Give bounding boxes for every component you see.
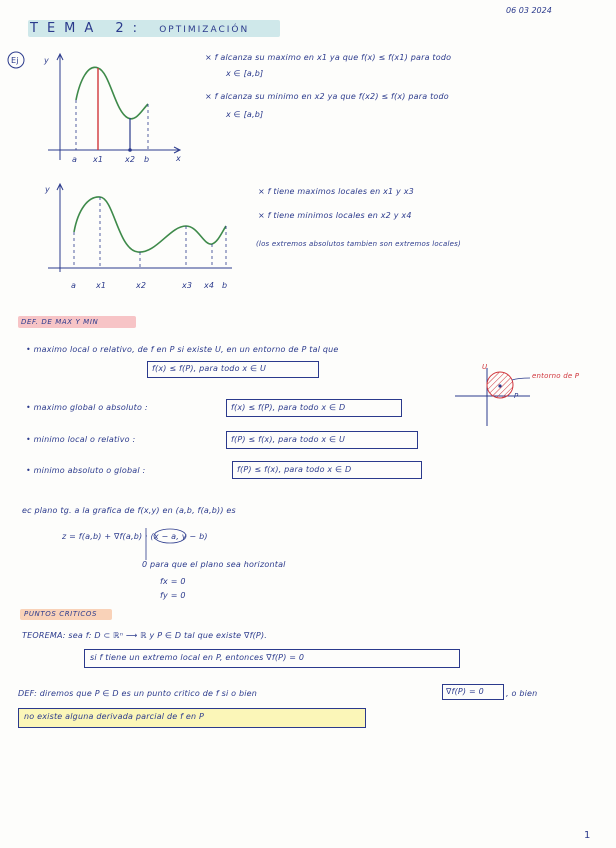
note-max-line2: x ∈ [a,b]: [226, 69, 264, 78]
def-critical-no-partial: no existe alguna derivada parcial de f en P: [24, 712, 205, 721]
graph1-curve: [76, 67, 148, 118]
graph2-tick-b: b: [222, 281, 228, 290]
graph2-tick-x2: x2: [136, 281, 147, 290]
tangent-fy: fy = 0: [160, 591, 186, 600]
def-global-min-formula: f(P) ≤ f(x), para todo x ∈ D: [237, 465, 352, 474]
graph2-y-label: y: [45, 185, 50, 194]
note-min-line1: × f alcanza su minimo en x2 ya que f(x2) ≤ f(x) para todo: [205, 92, 449, 101]
graph2-tick-x3: x3: [182, 281, 193, 290]
tangent-horizontal-note: 0 para que el plano sea horizontal: [142, 560, 286, 569]
def-global-min-text: • minimo absoluto o global :: [26, 466, 146, 475]
def-critical-grad: ∇f(P) = 0: [446, 687, 484, 696]
graph2-tick-a: a: [71, 281, 77, 290]
sketch-label-u: U: [482, 363, 488, 371]
tangent-fx: fx = 0: [160, 577, 186, 586]
ej-label: Ej: [11, 56, 19, 65]
def-local-max-formula: f(x) ≤ f(P), para todo x ∈ U: [152, 364, 267, 373]
graph1-y-label: y: [44, 56, 49, 65]
graph1-tick-a: a: [72, 155, 78, 164]
def-critical-or: , o bien: [506, 689, 538, 698]
theorem-line: TEOREMA: sea f: D ⊂ ℝⁿ ⟶ ℝ y P ∈ D tal que existe ∇f(P).: [22, 631, 268, 640]
sketch-label-entorno: entorno de P: [532, 372, 580, 380]
def-local-min-formula: f(P) ≤ f(x), para todo x ∈ U: [231, 435, 346, 444]
def-global-max-formula: f(x) ≤ f(P), para todo x ∈ D: [231, 403, 346, 412]
tangent-line1: ec plano tg. a la grafica de f(x,y) en (a,b, f(a,b)) es: [22, 506, 236, 515]
graph1-tick-x2: x2: [125, 155, 136, 164]
date: 06 03 2024: [506, 6, 552, 15]
graph1-tick-x1: x1: [93, 155, 104, 164]
title-sub: OPTIMIZACIÓN: [159, 25, 250, 35]
graph2-tick-x1: x1: [96, 281, 107, 290]
note-local-max: × f tiene maximos locales en x1 y x3: [258, 187, 414, 196]
def-local-min-text: • minimo local o relativo :: [26, 435, 136, 444]
title-main: TEMA 2:: [30, 21, 147, 36]
page-number: 1: [584, 830, 591, 841]
tangent-formula: z = f(a,b) + ∇f(a,b) · (x − a, y − b): [62, 532, 208, 541]
def-local-max-text: • maximo local o relativo, de f en P si existe U, en un entorno de P tal que: [26, 345, 339, 354]
note-local-min: × f tiene minimos locales en x2 y x4: [258, 211, 412, 220]
graph2-tick-x4: x4: [204, 281, 215, 290]
def-global-max-text: • maximo global o absoluto :: [26, 403, 148, 412]
sketch-label-p: P: [514, 392, 519, 400]
def-critical-line1: DEF: diremos que P ∈ D es un punto critico de f si o bien: [18, 689, 258, 698]
graph1-tick-b: b: [144, 155, 150, 164]
graph2-curve: [74, 197, 226, 252]
theorem-box-text: si f tiene un extremo local en P, entonces ∇f(P) = 0: [90, 653, 305, 662]
note-min-line2: x ∈ [a,b]: [226, 110, 264, 119]
note-max-line1: × f alcanza su maximo en x1 ya que f(x) ≤ f(x1) para todo: [205, 53, 452, 62]
graph1-x-label: x: [176, 154, 181, 163]
critical-label: PUNTOS CRITICOS: [24, 610, 98, 618]
def-label: DEF. DE MAX Y MIN: [21, 318, 99, 326]
note-absolute-are-local: (los extremos absolutos tambien son extremos locales): [256, 240, 461, 248]
